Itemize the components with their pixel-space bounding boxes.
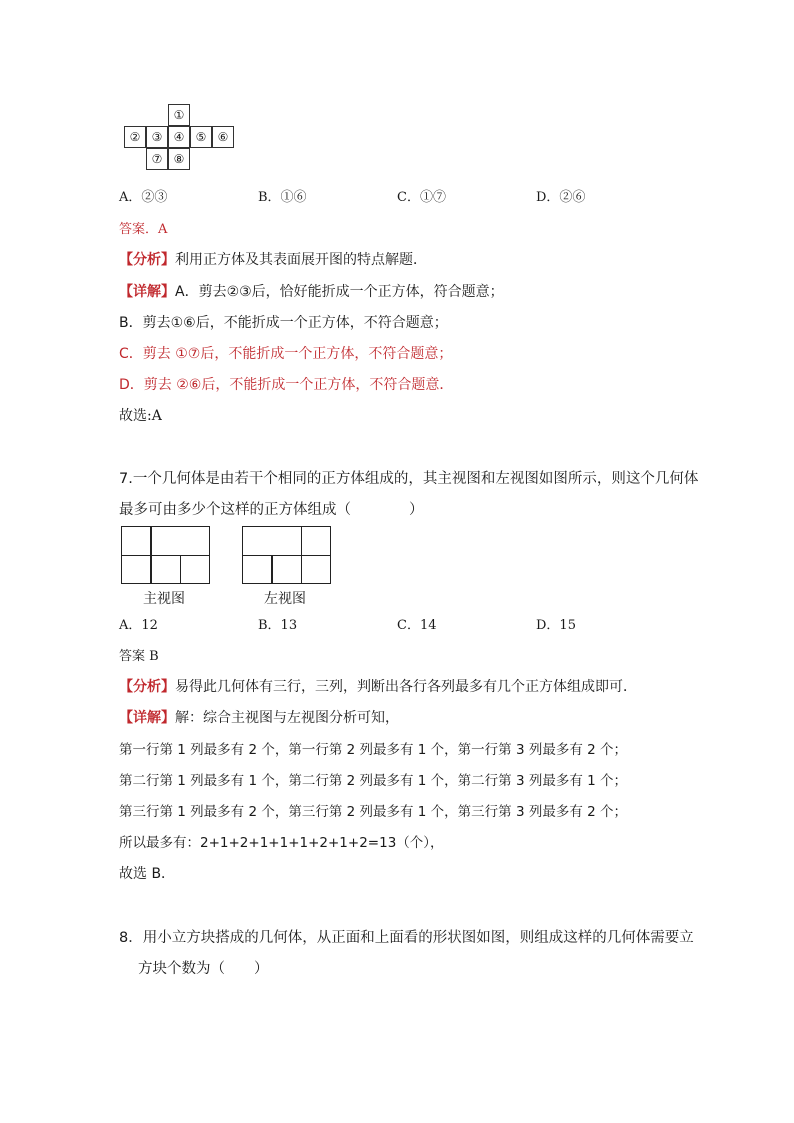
q7-option-c: C．14 [397, 618, 437, 633]
q7-sum: 所以最多有：2+1+2+1+1+1+2+1+2=13（个）， [119, 835, 444, 851]
net-cell-5: ⑤ [190, 126, 212, 148]
q6-option-c: C．①⑦ [397, 190, 446, 205]
q6-detail-a-line [119, 281, 504, 301]
analysis-text: 利用正方体及其表面展开图的特点解题． [175, 252, 427, 268]
detail-text: 解：综合主视图与左视图分析可知， [175, 710, 399, 726]
q6-detail-b: B．剪去①⑥后，不能折成一个正方体，不符合题意； [119, 315, 448, 331]
q7-stem-line2: 最多可由多少个这样的正方体组成（ ） [119, 502, 424, 518]
net-cell-7: ⑦ [146, 148, 168, 170]
analysis-text: 易得此几何体有三行，三列，判断出各行各列最多有几个正方体组成即可． [175, 679, 637, 695]
detail-tag: 【详解】 [119, 710, 175, 726]
detail-a-text: A．剪去②③后，恰好能折成一个正方体，符合题意； [175, 284, 504, 300]
q7-option-d: D．15 [536, 618, 576, 633]
q7-row2: 第二行第 1 列最多有 1 个，第二行第 2 列最多有 1 个，第二行第 3 列最多有 1 个； [119, 773, 628, 789]
q7-analysis [119, 676, 637, 696]
cube-net-figure [124, 104, 244, 170]
q8-stem-line1: 8．用小立方块搭成的几何体，从正面和上面看的形状图如图，则组成这样的几何体需要立 [119, 930, 694, 946]
q7-row1: 第一行第 1 列最多有 2 个，第一行第 2 列最多有 1 个，第一行第 3 列最多有 2 个； [119, 742, 628, 758]
q8-stem-line2: 方块个数为（ ） [138, 961, 269, 977]
net-cell-6: ⑥ [212, 126, 234, 148]
q7-stem-line1: 7.一个几何体是由若干个相同的正方体组成的，其主视图和左视图如图所示，则这个几何体 [119, 471, 699, 487]
left-view-figure [242, 526, 331, 584]
analysis-tag: 【分析】 [119, 679, 175, 695]
net-cell-2: ② [124, 126, 146, 148]
q6-analysis [119, 249, 427, 269]
q6-option-b: B．①⑥ [258, 190, 307, 205]
q6-option-a: A．②③ [119, 190, 168, 205]
q6-detail-d: D．剪去 ②⑥后，不能折成一个正方体，不符合题意． [119, 377, 454, 393]
q7-option-a: A．12 [119, 618, 158, 633]
q7-answer: 答案 B [119, 649, 159, 664]
detail-tag: 【详解】 [119, 284, 175, 300]
front-view-figure [121, 526, 210, 584]
q7-detail [119, 707, 399, 727]
analysis-tag: 【分析】 [119, 252, 175, 268]
net-cell-1: ① [168, 104, 190, 126]
q7-row3: 第三行第 1 列最多有 2 个，第三行第 2 列最多有 1 个，第三行第 3 列最多有 2 个； [119, 804, 628, 820]
net-cell-8: ⑧ [168, 148, 190, 170]
q6-answer: 答案．A [119, 222, 168, 237]
q7-option-b: B．13 [258, 618, 298, 633]
net-cell-3: ③ [146, 126, 168, 148]
left-view-label: 左视图 [264, 591, 306, 607]
q7-conclusion: 故选 B． [119, 866, 176, 882]
net-cell-4: ④ [168, 126, 190, 148]
q6-detail-c: C．剪去 ①⑦后，不能折成一个正方体，不符合题意； [119, 346, 453, 362]
q6-conclusion: 故选:A [119, 408, 162, 424]
q6-option-d: D．②⑥ [536, 190, 586, 205]
front-view-label: 主视图 [143, 591, 185, 607]
